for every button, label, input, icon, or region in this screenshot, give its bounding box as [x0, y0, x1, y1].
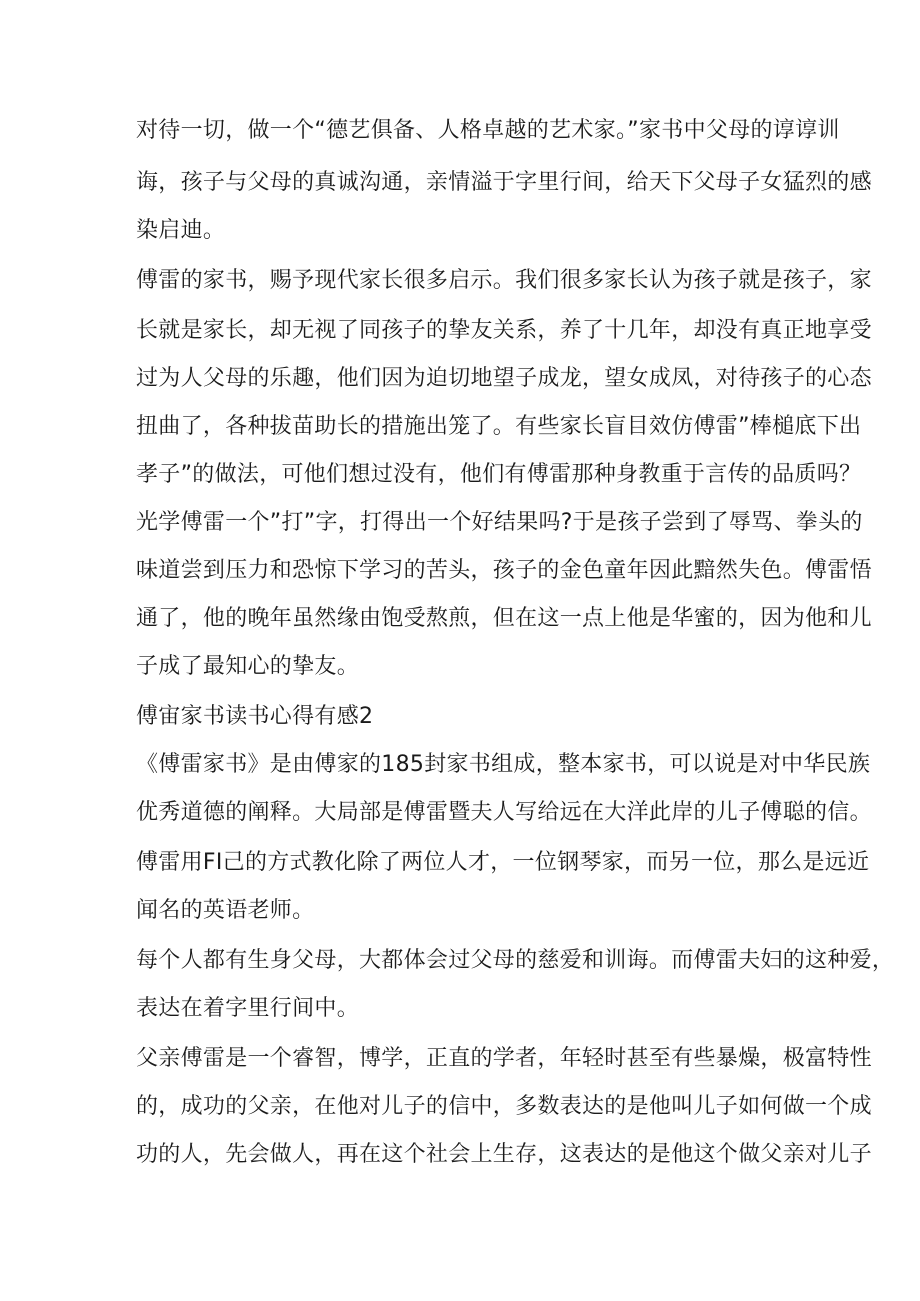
text-line: 诲，孩子与父母的真诚沟通，亲情溢于字里行间，给天下父母子女猛烈的感	[136, 170, 872, 195]
text-line: 每个人都有生身父母，大都体会过父母的慈爱和训诲。而傅雷夫妇的这种爱，	[136, 948, 895, 973]
text-line: 过为人父母的乐趣，他们因为迫切地望子成龙，望女成凤，对待孩子的心态	[136, 366, 872, 391]
text-line: 子成了最知心的挚友。	[136, 654, 360, 679]
text-line: 孝子”的做法，可他们想过没有，他们有傅雷那种身教重于言传的品质吗？	[136, 462, 862, 487]
text-line: 扭曲了，各种拔苗助长的措施出笼了。有些家长盲目效仿傅雷”棒槌底下出	[136, 414, 862, 439]
text-line: 表达在着字里行间中。	[136, 996, 360, 1021]
text-line: 傅雷的家书，赐予现代家长很多启示。我们很多家长认为孩子就是孩子，家	[136, 268, 872, 293]
text-line: 傅雷用FI己的方式教化除了两位人才，一位钢琴家，而另一位，那么是远近	[136, 850, 870, 875]
text-line: 父亲傅雷是一个睿智，博学，正直的学者，年轻时甚至有些暴燥，极富特性	[136, 1046, 872, 1071]
section-heading: 傅宙家书读书心得有感2	[136, 704, 374, 729]
text-line: 对待一切，做一个“德艺俱备、人格卓越的艺术家。”家书中父母的谆谆训	[136, 118, 840, 143]
text-line: 染启迪。	[136, 218, 226, 243]
text-line: 闻名的英语老师。	[136, 898, 315, 923]
text-line: 长就是家长，却无视了同孩子的挚友关系，养了十几年，却没有真正地享受	[136, 318, 872, 343]
text-line: 通了，他的晚年虽然缘由饱受熬煎，但在这一点上他是华蜜的，因为他和儿	[136, 606, 872, 631]
text-line: 光学傅雷一个”打”字，打得出一个好结果吗?于是孩子尝到了辱骂、拳头的	[136, 510, 863, 535]
text-line: 优秀道德的阐释。大局部是傅雷暨夫人写给远在大洋此岸的儿子傅聪的信。	[136, 800, 872, 825]
text-line: 的，成功的父亲，在他对儿子的信中，多数表达的是他叫儿子如何做一个成	[136, 1094, 872, 1119]
text-line: 《傅雷家书》是由傅家的185封家书组成，整本家书，可以说是对中华民族	[136, 752, 871, 777]
text-line: 功的人，先会做人，再在这个社会上生存，这表达的是他这个做父亲对儿子	[136, 1142, 872, 1167]
text-line: 味道尝到压力和恐惊下学习的苦头，孩子的金色童年因此黯然失色。傅雷悟	[136, 558, 872, 583]
